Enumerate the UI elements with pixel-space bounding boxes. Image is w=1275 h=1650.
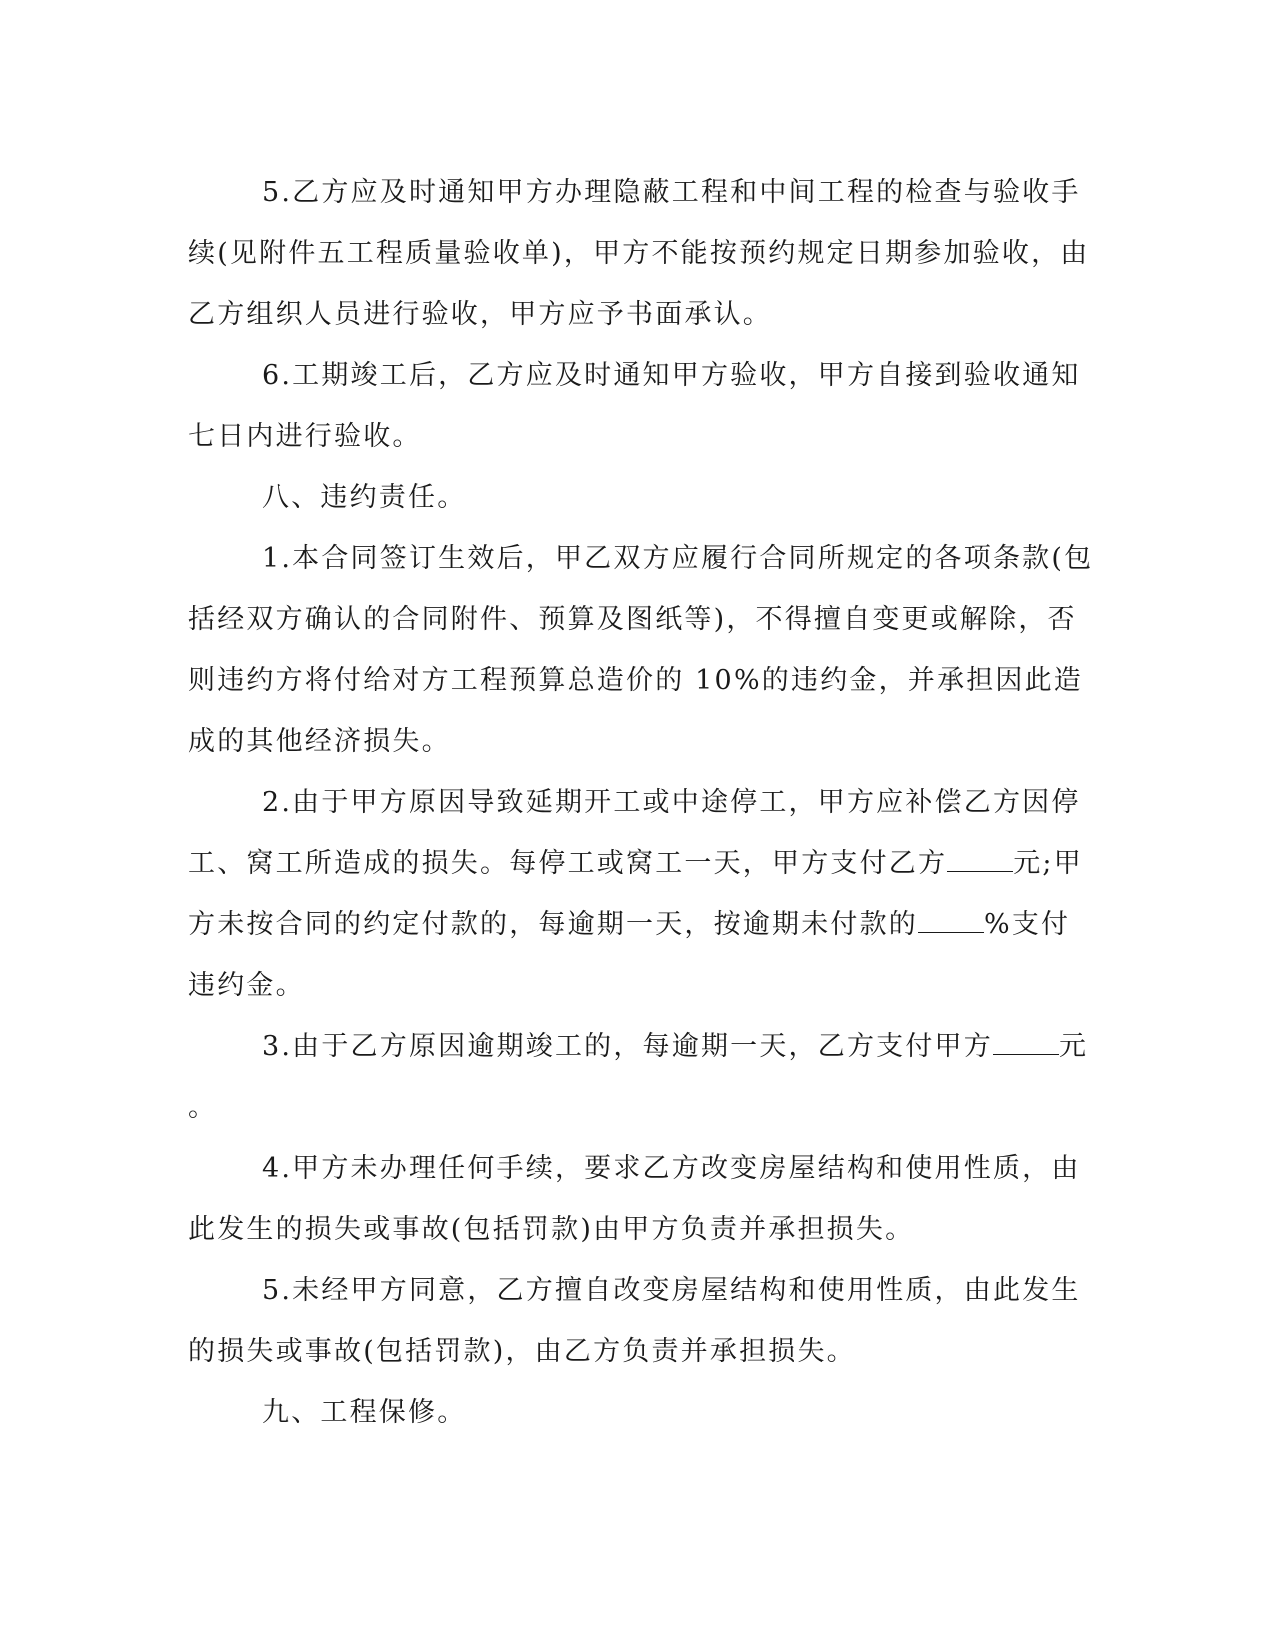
text-line: 七日内进行验收。 [188,421,422,452]
text-line: 2.由于甲方原因导致延期开工或中途停工，甲方应补偿乙方因停 [262,787,1081,818]
text-segment: %支付 [984,909,1071,940]
paragraph-acceptance-procedure [188,162,1090,345]
paragraph-breach-clause-4 [188,1138,1081,1260]
text-segment: 3.由于乙方原因逾期竣工的，每逾期一天，乙方支付甲方 [262,1031,993,1062]
fill-in-blank-percent [918,908,984,933]
text-line: 成的其他经济损失。 [188,726,451,757]
paragraph-breach-clause-5 [188,1260,1081,1382]
text-line: 4.甲方未办理任何手续，要求乙方改变房屋结构和使用性质，由 [262,1153,1081,1184]
section-heading-breach-liability [188,467,1068,528]
fill-in-blank-amount [947,847,1013,872]
paragraph-breach-clause-3 [188,1016,1089,1138]
text-line: 续(见附件五工程质量验收单)，甲方不能按预约规定日期参加验收，由 [188,238,1090,269]
text-line: 6.工期竣工后，乙方应及时通知甲方验收，甲方自接到验收通知 [262,360,1081,391]
text-segment: 元 [1058,1031,1089,1062]
text-line: 1.本合同签订生效后，甲乙双方应履行合同所规定的各项条款(包 [262,543,1094,574]
text-line: 乙方组织人员进行验收，甲方应予书面承认。 [188,299,772,330]
text-line: 5.未经甲方同意，乙方擅自改变房屋结构和使用性质，由此发生 [262,1275,1081,1306]
text-line: 违约金。 [188,970,305,1001]
paragraph-breach-clause-1 [188,528,1094,772]
text-line: 此发生的损失或事故(包括罚款)由甲方负责并承担损失。 [188,1214,915,1245]
section-heading-warranty [188,1382,1068,1443]
text-line: 。 [188,1092,218,1123]
text-segment: 方未按合同的约定付款的，每逾期一天，按逾期未付款的 [188,909,918,940]
text-line: 的损失或事故(包括罚款)，由乙方负责并承担损失。 [188,1336,856,1367]
text-segment: 元;甲 [1013,848,1083,879]
section-heading: 九、工程保修。 [262,1397,467,1428]
section-heading: 八、违约责任。 [262,482,467,513]
text-line: 括经双方确认的合同附件、预算及图纸等)，不得擅自变更或解除，否 [188,604,1077,635]
text-line [188,1016,1089,1077]
paragraph-breach-clause-2 [188,772,1083,1016]
fill-in-blank-amount [993,1030,1059,1055]
text-line [188,833,1083,894]
text-segment: 工、窝工所造成的损失。每停工或窝工一天，甲方支付乙方 [188,848,948,879]
paragraph-completion-acceptance [188,345,1081,467]
document-body [188,162,1094,1443]
text-line [188,894,1071,955]
text-line: 5.乙方应及时通知甲方办理隐蔽工程和中间工程的检查与验收手 [262,177,1081,208]
text-line: 则违约方将付给对方工程预算总造价的 10%的违约金，并承担因此造 [188,665,1083,696]
